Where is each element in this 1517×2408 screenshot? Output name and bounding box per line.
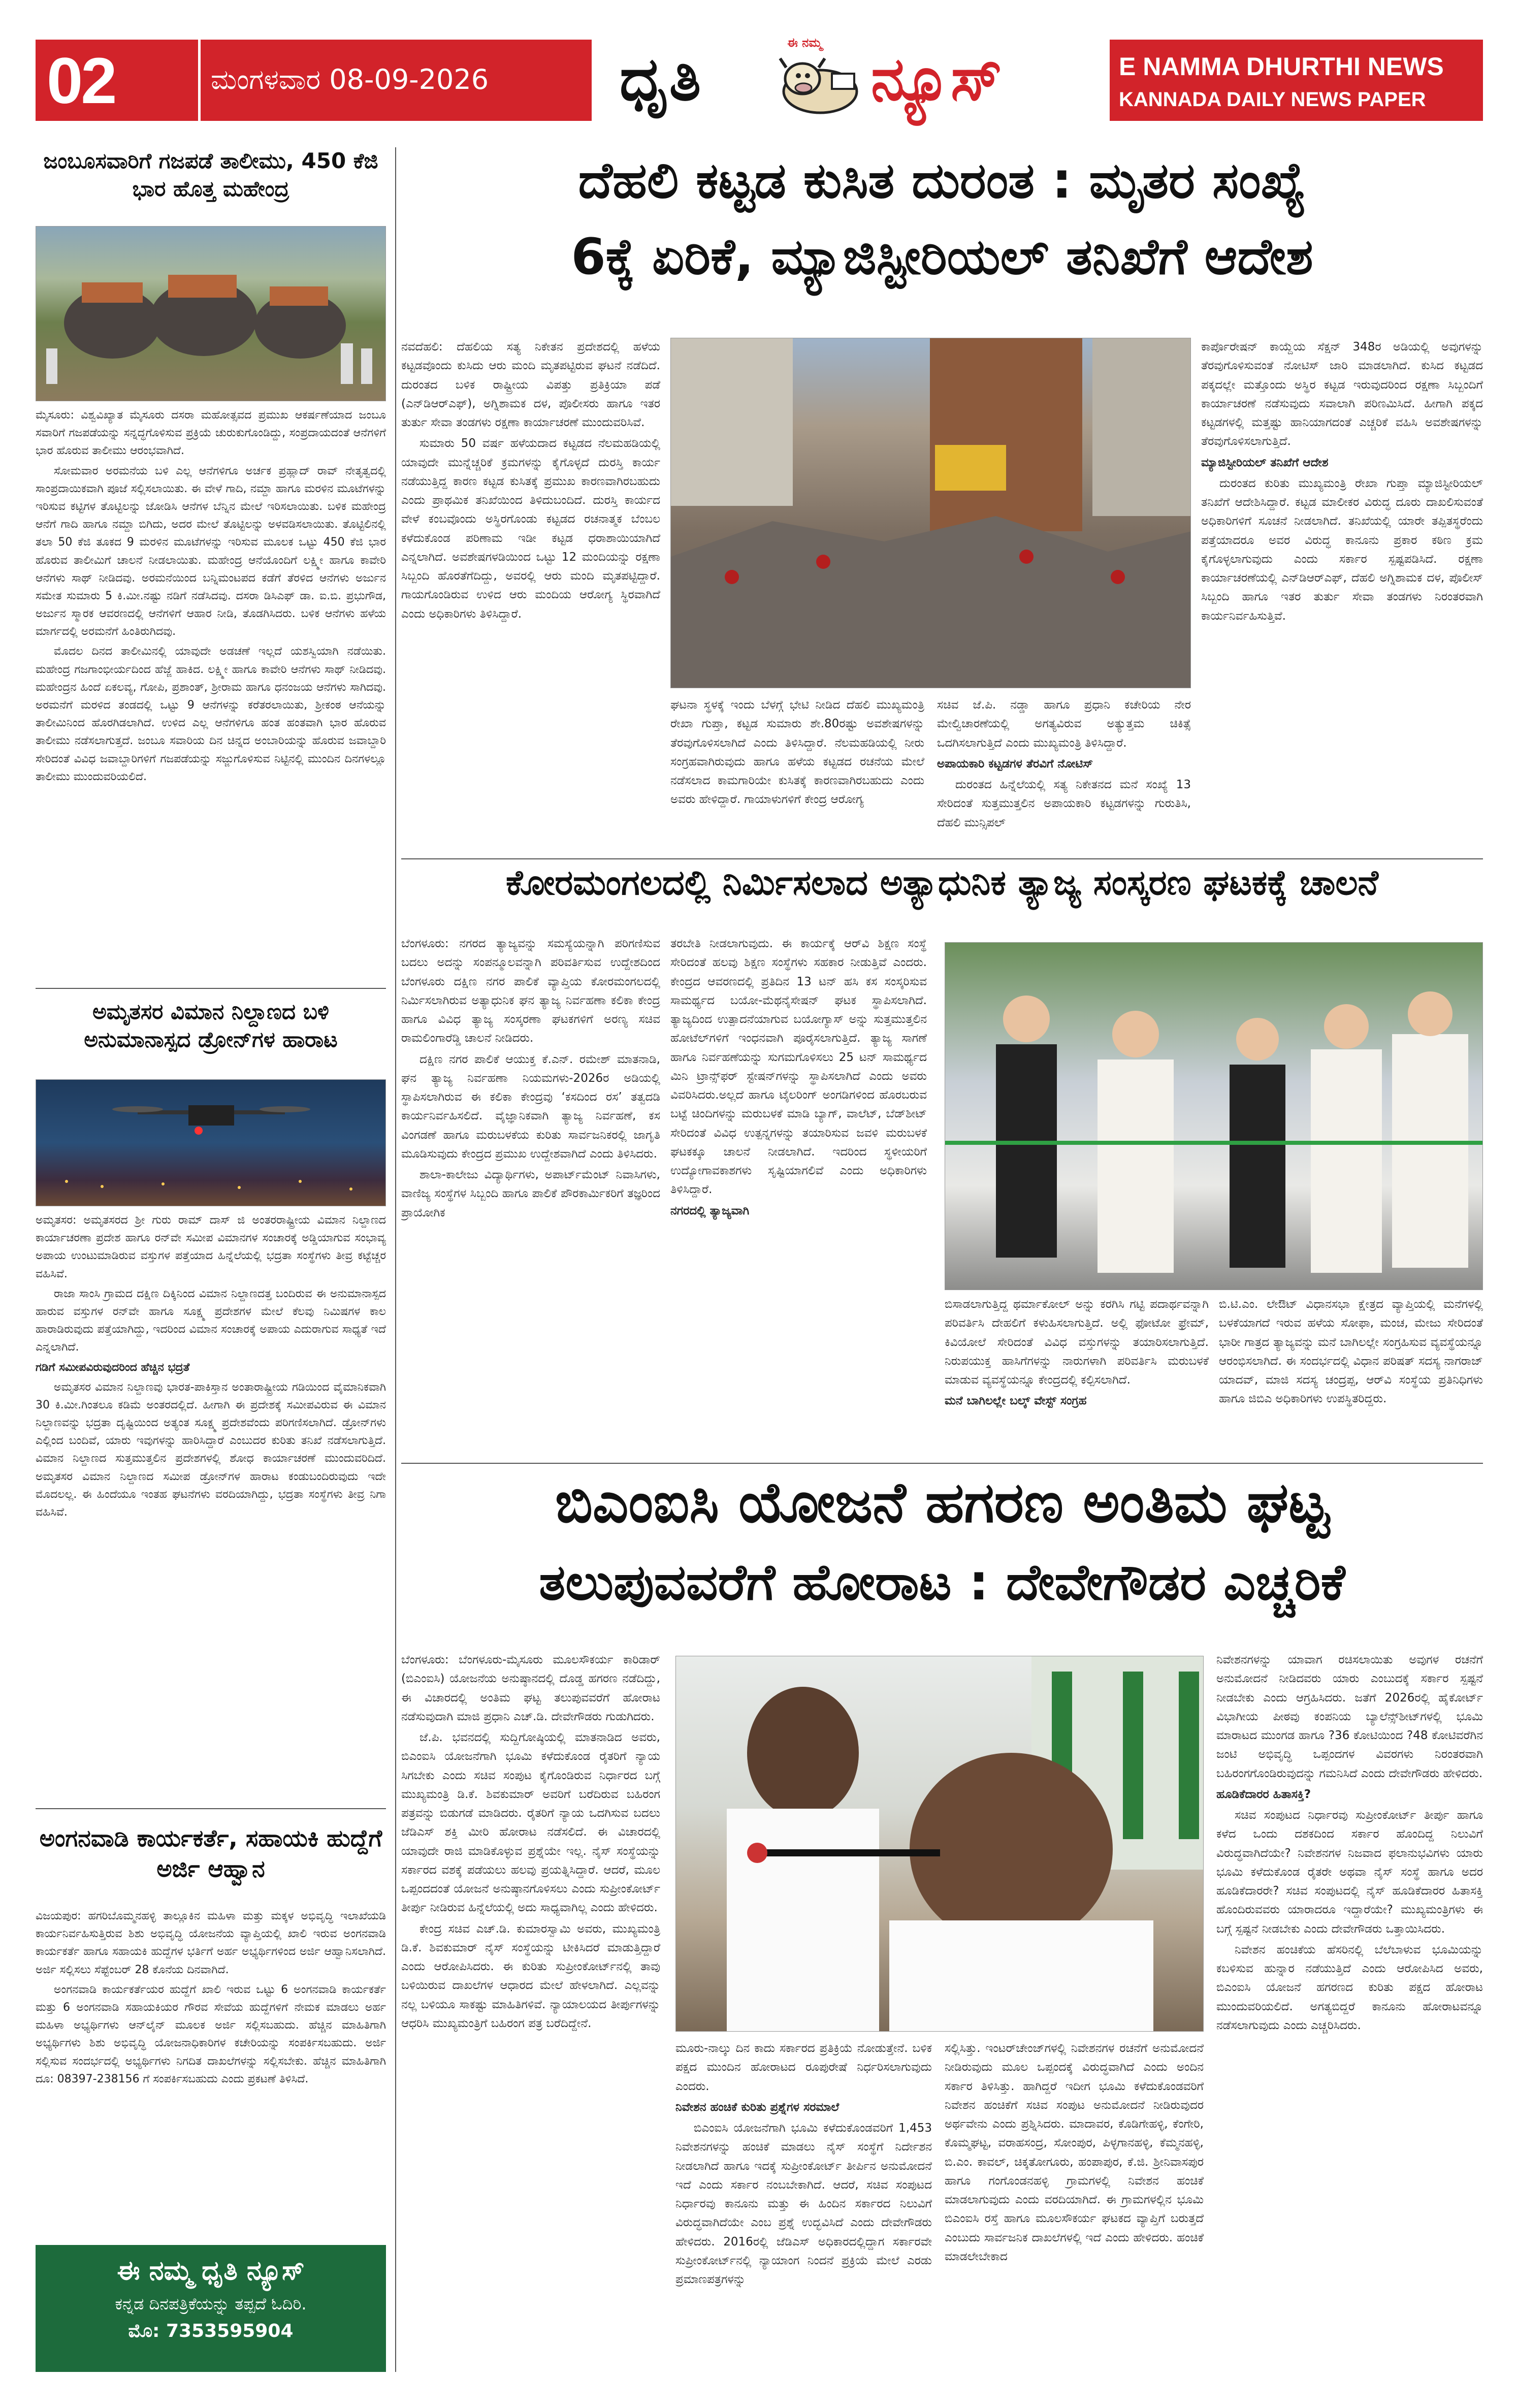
- paragraph: ಮೂರು-ನಾಲ್ಕು ದಿನ ಕಾದು ಸರ್ಕಾರದ ಪ್ರತಿಕ್ರಿಯೆ ನೋಡುತ್ತೇನೆ. ಬಳಿಕ ಪಕ್ಷದ ಮುಂದಿನ ಹೋರಾಟದ ರೂಪುರೇಷೆ ನಿರ್ಧರಿಸಲಾಗುವುದು ಎಂದರು.: [675, 2042, 932, 2093]
- paragraph: ಜೆ.ಪಿ. ಭವನದಲ್ಲಿ ಸುದ್ದಿಗೋಷ್ಠಿಯಲ್ಲಿ ಮಾತನಾಡಿದ ಅವರು, ಬಿಎಂಐಸಿ ಯೋಜನೆಗಾಗಿ ಭೂಮಿ ಕಳೆದುಕೊಂಡ ರೈತರಿಗೆ ನ್ಯಾಯ ಸಿಗಬೇಕು ಎಂದು ಸಚಿವ ಸಂಪುಟ ಕೈಗೊಂಡಿರುವ ನಿರ್ಧಾರದ ಬಗ್ಗೆ ಮುಖ್ಯಮಂತ್ರಿ ಡಿ.ಕೆ. ಶಿವಕುಮಾರ್ ಅವರಿಗೆ ಬರೆದಿರುವ ಬಹಿರಂಗ ಪತ್ರವನ್ನು ಬಿಡುಗಡೆ ಮಾಡಿದರು. ರೈತರಿಗೆ ನ್ಯಾಯ ಒದಗಿಸುವ ಬದಲು ಜೆಡಿಎಸ್ ಶಕ್ತಿ ಮೀರಿ ಹೋರಾಟ ನಡೆಸಲಿದೆ. ಈ ವಿಚಾರದಲ್ಲಿ ಯಾವುದೇ ರಾಜಿ ಮಾಡಿಕೊಳ್ಳುವ ಪ್ರಶ್ನೆಯೇ ಇಲ್ಲ. ನೈಸ್ ಸಂಸ್ಥೆಯನ್ನು ಸರ್ಕಾರದ ವಶಕ್ಕೆ ಪಡೆಯಲು ಹಲವು ಪ್ರಯತ್ನಿಸಿದ್ದಾರೆ. ಆದರೆ, ಮೂಲ ಒಪ್ಪಂದದಂತೆ ಯೋಜನೆ ಅನುಷ್ಠಾನಗೊಳಿಸಲು ಎಂದು ಸುಪ್ರೀಂಕೋರ್ಟ್ ತೀರ್ಪು ನೀಡಿರುವ ಹಿನ್ನೆಲೆಯಲ್ಲಿ ಅದು ಸಾಧ್ಯವಾಗಿಲ್ಲ ಎಂದು ಹೇಳಿದರು.: [401, 1731, 660, 1915]
- promo-title: ಈ ನಮ್ಮ ಧೃತಿ ನ್ಯೂಸ್: [117, 2256, 305, 2286]
- paragraph: ಅಂಗನವಾಡಿ ಕಾರ್ಯಕರ್ತೆಯರ ಹುದ್ದೆಗೆ ಖಾಲಿ ಇರುವ ಒಟ್ಟು 6 ಅಂಗನವಾಡಿ ಕಾರ್ಯಕರ್ತೆ ಮತ್ತು 6 ಅಂಗನವಾಡಿ ಸಹಾಯಕಿಯರ ಗೌರವ ಸೇವೆಯ ಹುದ್ದೆಗಳಿಗೆ ನೇಮಕ ಮಾಡಲು ಅರ್ಹ ಮಹಿಳಾ ಅಭ್ಯರ್ಥಿಗಳು ಆನ್‌ಲೈನ್ ಮೂಲಕ ಅರ್ಜಿ ಸಲ್ಲಿಸಬಹುದು. ಹೆಚ್ಚಿನ ಮಾಹಿತಿಗಾಗಿ ಅಭ್ಯರ್ಥಿಗಳು ಶಿಶು ಅಭಿವೃದ್ಧಿ ಯೋಜನಾಧಿಕಾರಿಗಳ ಕಚೇರಿಯನ್ನು ಸಂಪರ್ಕಿಸಬಹುದು. ಅರ್ಜಿ ಸಲ್ಲಿಸುವ ಸಂದರ್ಭದಲ್ಲಿ ಅಭ್ಯರ್ಥಿಗಳು ನಿಗದಿತ ದಾಖಲೆಗಳನ್ನು ಸಲ್ಲಿಸಬೇಕು. ಹೆಚ್ಚಿನ ಮಾಹಿತಿಗಾಗಿ ದೂ: 08397-238156 ಗೆ ಸಂಪರ್ಕಿಸಬಹುದು ಎಂದು ಪ್ರಕಟಣೆ ತಿಳಿಸಿದೆ.: [36, 1983, 386, 2085]
- promo-line: ಕನ್ನಡ ದಿನಪತ್ರಿಕೆಯನ್ನು ತಪ್ಪದೆ ಓದಿರಿ.: [115, 2294, 307, 2314]
- waste-col-3: [945, 1295, 1209, 1453]
- paragraph: ಸಚಿವ ಸಂಪುಟದ ನಿರ್ಧಾರವು ಸುಪ್ರೀಂಕೋರ್ಟ್ ತೀರ್ಪು ಹಾಗೂ ಕಳೆದ ಒಂದು ದಶಕದಿಂದ ಸರ್ಕಾರ ಹೊಂದಿದ್ದ ನಿಲುವಿಗೆ ವಿರುದ್ಧವಾಗಿದೆಯೇ? ನಿವೇಶನಗಳ ನಿಜವಾದ ಫಲಾನುಭವಿಗಳು ಯಾರು ಭೂಮಿ ಕಳೆದುಕೊಂಡ ರೈತರೇ ಅಥವಾ ನೈಸ್ ಸಂಸ್ಥೆ ಹಾಗೂ ಅದರ ಹೂಡಿಕೆದಾರರೇ? ಸಚಿವ ಸಂಪುಟದಲ್ಲಿ ನೈಸ್ ಹೂಡಿಕೆದಾರರ ಹಿತಾಸಕ್ತಿ ಹೊಂದಿರುವವರು ಯಾರಾದರೂ ಇದ್ದಾರೆಯೇ? ಮುಖ್ಯಮಂತ್ರಿಗಳು ಈ ಬಗ್ಗೆ ಸ್ಪಷ್ಟನೆ ನೀಡಬೇಕು ಎಂದು ದೇವೇಗೌಡರು ಒತ್ತಾಯಿಸಿದರು.: [1216, 1809, 1483, 1936]
- side-divider-1: [36, 988, 386, 989]
- paragraph: ನಿವೇಶನ ಹಂಚಿಕೆ ಕುರಿತು ಪ್ರಶ್ನೆಗಳ ಸರಮಾಲೆ: [675, 2100, 840, 2114]
- bmic-col-3: [945, 2039, 1204, 2372]
- paragraph: ಗಡಿಗೆ ಸಮೀಪವಿರುವುದರಿಂದ ಹೆಚ್ಚಿನ ಭದ್ರತೆ: [36, 1361, 190, 1374]
- waste-col2-text: [670, 935, 927, 1221]
- paragraph: ನಗರದಲ್ಲಿ ತ್ಯಾಜ್ಯವಾಗಿ: [670, 1204, 750, 1217]
- ribbon-cutting-icon: [945, 943, 1483, 1290]
- inauguration-photo: [945, 942, 1483, 1290]
- rubble-icon: [671, 338, 1191, 688]
- paragraph: ಸಚಿವ ಜೆ.ಪಿ. ನಡ್ಡಾ ಹಾಗೂ ಪ್ರಧಾನಿ ಕಚೇರಿಯ ನೇರ ಮೇಲ್ವಿಚಾರಣೆಯಲ್ಲಿ ಅಗತ್ಯವಿರುವ ಅತ್ಯುತ್ತಮ ಚಿಕಿತ್ಸೆ ಒದಗಿಸಲಾಗುತ್ತಿದೆ ಎಂದು ಮುಖ್ಯಮಂತ್ರಿ ತಿಳಿಸಿದ್ದಾರೆ.: [937, 698, 1191, 750]
- paragraph: ಅಮೃತಸರ ವಿಮಾನ ನಿಲ್ದಾಣವು ಭಾರತ-ಪಾಕಿಸ್ತಾನ ಅಂತಾರಾಷ್ಟ್ರೀಯ ಗಡಿಯಿಂದ ವೈಮಾನಿಕವಾಗಿ 30 ಕಿ.ಮೀ.ಗಿಂತಲೂ ಕಡಿಮೆ ಅಂತರದಲ್ಲಿದೆ. ಹೀಗಾಗಿ ಈ ಪ್ರದೇಶಕ್ಕೆ ಸಮೀಪವಿರುವ ಈ ವಿಮಾನ ನಿಲ್ದಾಣವನ್ನು ಭದ್ರತಾ ದೃಷ್ಟಿಯಿಂದ ಅತ್ಯಂತ ಸೂಕ್ಷ್ಮ ಪ್ರದೇಶವೆಂದು ಪರಿಗಣಿಸಲಾಗಿದೆ. ಡ್ರೋನ್‌ಗಳು ಎಲ್ಲಿಂದ ಬಂದಿವೆ, ಯಾರು ಇವುಗಳನ್ನು ಹಾರಿಸಿದ್ದಾರೆ ಎಂಬುದರ ಕುರಿತು ತನಿಖೆ ನಡೆಸಲಾಗುತ್ತಿದೆ. ವಿಮಾನ ನಿಲ್ದಾಣದ ಸುತ್ತಮುತ್ತಲಿನ ಪ್ರದೇಶಗಳಲ್ಲಿ ಶೋಧ ಕಾರ್ಯಾಚರಣೆ ಮುಂದುವರಿದಿದೆ. ಅಮೃತಸರ ವಿಮಾನ ನಿಲ್ದಾಣದ ಸಮೀಪ ಡ್ರೋನ್‌ಗಳ ಹಾರಾಟ ಕಂಡುಬಂದಿರುವುದು ಇದೇ ಮೊದಲಲ್ಲ. ಈ ಹಿಂದೆಯೂ ಇಂತಹ ಘಟನೆಗಳು ವರದಿಯಾಗಿದ್ದು, ಭದ್ರತಾ ಸಂಸ್ಥೆಗಳು ತೀವ್ರ ನಿಗಾ ವಹಿಸಿವೆ.: [36, 1380, 386, 1519]
- paragraph: ಮೈಸೂರು: ವಿಶ್ವವಿಖ್ಯಾತ ಮೈಸೂರು ದಸರಾ ಮಹೋತ್ಸವದ ಪ್ರಮುಖ ಆಕರ್ಷಣೆಯಾದ ಜಂಬೂ ಸವಾರಿಗೆ ಗಜಪಡೆಯನ್ನು ಸನ್ನದ್ಧಗೊಳಿಸುವ ಪ್ರಕ್ರಿಯೆ ಚುರುಕುಗೊಂಡಿದ್ದು, ಸಂಪ್ರದಾಯದಂತೆ ಆನೆಗಳಿಗೆ ಭಾರ ಹೊರುವ ತಾಲೀಮು ಆರಂಭವಾಗಿದೆ.: [36, 409, 386, 458]
- bmic-headline-2: ತಲುಪುವವರೆಗೆ ಹೋರಾಟ : ದೇವೇಗೌಡರ ಎಚ್ಚರಿಕೆ: [539, 1554, 1345, 1612]
- paragraph: ಮೊದಲ ದಿನದ ತಾಲೀಮಿನಲ್ಲಿ ಯಾವುದೇ ಅಡಚಣೆ ಇಲ್ಲದೆ ಯಶಸ್ವಿಯಾಗಿ ನಡೆಯಿತು. ಮಹೇಂದ್ರ ಗಜಗಾಂಭೀರ್ಯದಿಂದ ಹೆಜ್ಜೆ ಹಾಕಿದ. ಲಕ್ಷ್ಮೀ ಹಾಗೂ ಕಾವೇರಿ ಆನೆಗಳು ಸಾಥ್ ನೀಡಿದವು. ಮಹೇಂದ್ರನ ಹಿಂದೆ ಏಕಲವ್ಯ, ಗೋಪಿ, ಪ್ರಶಾಂತ್, ಶ್ರೀರಾಮ ಹಾಗೂ ಧನಂಜಯ ಆನೆಗಳು ಸಾಗಿದವು. ಅರಮನೆಗೆ ಮರಳಿದ ತಂಡದಲ್ಲಿ ಒಟ್ಟು 9 ಆನೆಗಳನ್ನು ಕರೆತರಲಾಯಿತು, ಶ್ರೀಕಂಠ ಆನೆಯನ್ನು ತಾಲೀಮಿನಿಂದ ಹೊರಗಿಡಲಾಗಿದೆ. ಉಳಿದ ಎಲ್ಲ ಆನೆಗಳಿಗೂ ಹಂತ ಹಂತವಾಗಿ ಭಾರ ಹೊರುವ ತಾಲೀಮು ನಡೆಸಲಾಗುತ್ತದೆ. ಜಂಬೂ ಸವಾರಿಯ ದಿನ ಚಿನ್ನದ ಅಂಬಾರಿಯನ್ನು ಹೊರುವ ಜವಾಬ್ದಾರಿ ಸೇರಿದಂತೆ ವಿವಿಧ ಜವಾಬ್ದಾರಿಗಳಿಗೆ ಗಜಪಡೆಯನ್ನು ಸಜ್ಜುಗೊಳಿಸುವ ನಿಟ್ಟಿನಲ್ಲಿ ಮುಂದಿನ ದಿನಗಳಲ್ಲೂ ತಾಲೀಮು ಮುಂದುವರಿಯಲಿದೆ.: [36, 645, 386, 783]
- logo-left: ಧೃತಿ: [620, 44, 701, 114]
- paragraph: ಬೆಂಗಳೂರು: ನಗರದ ತ್ಯಾಜ್ಯವನ್ನು ಸಮಸ್ಯೆಯನ್ನಾಗಿ ಪರಿಗಣಿಸುವ ಬದಲು ಅದನ್ನು ಸಂಪನ್ಮೂಲವನ್ನಾಗಿ ಪರಿವರ್ತಿಸುವ ಉದ್ದೇಶದಿಂದ ಬೆಂಗಳೂರು ದಕ್ಷಿಣ ನಗರ ಪಾಲಿಕೆ ವ್ಯಾಪ್ತಿಯ ಕೋರಮಂಗಲದಲ್ಲಿ ನಿರ್ಮಿಸಲಾಗಿರುವ ಅತ್ಯಾಧುನಿಕ ಘನ ತ್ಯಾಜ್ಯ ನಿರ್ವಹಣಾ ಕಲಿಕಾ ಕೇಂದ್ರ ಹಾಗೂ ವಿವಿಧ ತ್ಯಾಜ್ಯ ಸಂಸ್ಕರಣಾ ಘಟಕಗಳಿಗೆ ಅರಣ್ಯ ಸಚಿವ ರಾಮಲಿಂಗಾರೆಡ್ಡಿ ಚಾಲನೆ ನೀಡಿದರು.: [401, 937, 660, 1045]
- paragraph: ಕೇಂದ್ರ ಸಚಿವ ಎಚ್.ಡಿ. ಕುಮಾರಸ್ವಾಮಿ ಅವರು, ಮುಖ್ಯಮಂತ್ರಿ ಡಿ.ಕೆ. ಶಿವಕುಮಾರ್ ನೈಸ್ ಸಂಸ್ಥೆಯನ್ನು ಟೀಕಿಸಿದರೆ ಮಾಡುತ್ತಿದ್ದಾರೆ ಎಂದು ಆರೋಪಿಸಿದರು. ಈ ಕುರಿತು ಸುಪ್ರೀಂಕೋರ್ಟ್‌ನಲ್ಲಿ ತಾವು ಬಳಿಯಿರುವ ದಾಖಲೆಗಳ ಆಧಾರದ ಮೇಲೆ ಹೇಳಲಾಗಿದೆ. ಎಲ್ಲವನ್ನು ನಲ್ಲ ಬಳಿಯೂ ಸಾಕಷ್ಟು ಮಾಹಿತಿಗಳಿವೆ. ನ್ಯಾಯಾಲಯದ ತೀರ್ಪುಗಳನ್ನು ಆಧರಿಸಿ ಮುಖ್ಯಮಂತ್ರಿಗೆ ಬಹಿರಂಗ ಪತ್ರ ಬರೆದಿದ್ದೇನೆ.: [401, 1922, 660, 2030]
- paragraph: ನಿವೇಶನಗಳನ್ನು ಯಾವಾಗ ರಚಿಸಲಾಯಿತು ಅವುಗಳ ರಚನೆಗೆ ಅನುಮೋದನೆ ನೀಡಿದವರು ಯಾರು ಎಂಬುದಕ್ಕೆ ಸರ್ಕಾರ ಸ್ಪಷ್ಟನೆ ನೀಡಬೇಕು ಎಂದು ಆಗ್ರಹಿಸಿದರು. ಜತೆಗೆ 2026ರಲ್ಲಿ ಹೈಕೋರ್ಟ್ ವಿಭಾಗೀಯ ಪೀಠವು ಕಂಪನಿಯ ಬ್ಯಾಲೆನ್ಸ್‌ಶೀಟ್‌ಗಳಲ್ಲಿ ಭೂಮಿ ಮಾರಾಟದ ಮುಂಗಡ ಹಾಗೂ ?36 ಕೋಟಿಯಿಂದ ?48 ಕೋಟಿವರೆಗಿನ ಜಂಟಿ ಅಭಿವೃದ್ಧಿ ಒಪ್ಪಂದಗಳ ವಿವರಗಳು ನಿರಂತರವಾಗಿ ಬಹಿರಂಗಗೊಂಡಿರುವುದನ್ನು ಗಮನಿಸಿದೆ ಎಂದು ದೇವೇಗೌಡರು ಹೇಳಿದರು.: [1216, 1653, 1483, 1780]
- cow-mascot-icon: [772, 43, 868, 119]
- paragraph: ರಾಜಾ ಸಾಂಸಿ ಗ್ರಾಮದ ದಕ್ಷಿಣ ದಿಕ್ಕಿನಿಂದ ವಿಮಾನ ನಿಲ್ದಾಣದತ್ತ ಬಂದಿರುವ ಈ ಅನುಮಾನಾಸ್ಪದ ಹಾರುವ ವಸ್ತುಗಳ ರನ್‌ವೇ ಹಾಗೂ ಸೂಕ್ಷ್ಮ ಪ್ರದೇಶಗಳ ಮೇಲೆ ಕೆಲವು ನಿಮಿಷಗಳ ಕಾಲ ಹಾರಾಡಿರುವುದು ಪತ್ತೆಯಾಗಿದ್ದು, ಇದರಿಂದ ವಿಮಾನ ಸಂಚಾರಕ್ಕೆ ಅಪಾಯ ಎದುರಾಗುವ ಸಾಧ್ಯತೆ ಇದೆ ಎನ್ನಲಾಗಿದೆ.: [36, 1287, 386, 1354]
- elephants-photo: [36, 226, 386, 401]
- lead-col1-text: [401, 338, 660, 624]
- paragraph: ವಿಜಯಪುರ: ಹಗರಿಬೊಮ್ಮನಹಳ್ಳಿ ತಾಲ್ಲೂಕಿನ ಮಹಿಳಾ ಮತ್ತು ಮಕ್ಕಳ ಅಭಿವೃದ್ಧಿ ಇಲಾಖೆಯಡಿ ಕಾರ್ಯನಿರ್ವಹಿಸುತ್ತಿರುವ ಶಿಶು ಅಭಿವೃದ್ಧಿ ಯೋಜನೆಯ ವ್ಯಾಪ್ತಿಯಲ್ಲಿ ಖಾಲಿ ಇರುವ ಅಂಗನವಾಡಿ ಕಾರ್ಯಕರ್ತೆ ಹಾಗೂ ಸಹಾಯಕಿ ಹುದ್ದೆಗಳ ಭರ್ತಿಗೆ ಅರ್ಹ ಅಭ್ಯರ್ಥಿಗಳಿಂದ ಅರ್ಜಿ ಆಹ್ವಾನಿಸಲಾಗಿದೆ. ಅರ್ಜಿ ಸಲ್ಲಿಸಲು ಸೆಪ್ಟೆಂಬರ್ 28 ಕೊನೆಯ ದಿನವಾಗಿದೆ.: [36, 1910, 386, 1976]
- side-story2-body: [36, 1211, 386, 1801]
- logo-small: ಈ ನಮ್ಮ: [787, 36, 822, 50]
- paragraph: ಸುಮಾರು 50 ವರ್ಷ ಹಳೆಯದಾದ ಕಟ್ಟಡದ ನೆಲಮಹಡಿಯಲ್ಲಿ ಯಾವುದೇ ಮುನ್ನೆಚ್ಚರಿಕೆ ಕ್ರಮಗಳನ್ನು ಕೈಗೊಳ್ಳದೆ ದುರಸ್ತಿ ಕಾರ್ಯ ನಡೆಯುತ್ತಿದ್ದ ಕಾರಣ ಕಟ್ಟಡ ಕುಸಿತಕ್ಕೆ ಪ್ರಮುಖ ಕಾರಣವಾಗಿರಬಹುದು ಎಂದು ಪ್ರಾಥಮಿಕ ತನಿಖೆಯಿಂದ ತಿಳಿದುಬಂದಿದೆ. ದುರಸ್ತಿ ಕಾರ್ಯದ ವೇಳೆ ಕಂಬವೊಂದು ಅಸ್ಥಿರಗೊಂಡು ಕಟ್ಟಡದ ರಚನಾತ್ಮಕ ಬೆಂಬಲ ಕಳೆದುಕೊಂಡ ಪರಿಣಾಮ ಇಡೀ ಕಟ್ಟಡ ಧರಾಶಾಯಿಯಾಗಿದೆ ಎನ್ನಲಾಗಿದೆ. ಅವಶೇಷಗಳಡಿಯಿಂದ ಒಟ್ಟು 12 ಮಂದಿಯನ್ನು ರಕ್ಷಣಾ ಸಿಬ್ಬಂದಿ ಹೊರತೆಗೆದಿದ್ದು, ಅವರಲ್ಲಿ ಆರು ಮಂದಿ ಮೃತಪಟ್ಟಿದ್ದಾರೆ. ಗಾಯಗೊಂಡಿರುವ ಉಳಿದ ಆರು ಮಂದಿಯ ಆರೋಗ್ಯ ಸ್ಥಿರವಾಗಿದೆ ಎಂದು ಅಧಿಕಾರಿಗಳು ತಿಳಿಸಿದ್ದಾರೆ.: [401, 437, 660, 621]
- paragraph: ನಿವೇಶನ ಹಂಚಿಕೆಯ ಹೆಸರಿನಲ್ಲಿ ಬೆಲೆಬಾಳುವ ಭೂಮಿಯನ್ನು ಕಬಳಿಸುವ ಹುನ್ನಾರ ನಡೆಯುತ್ತಿದೆ ಎಂದು ಆರೋಪಿಸಿದ ಅವರು, ಬಿಎಂಐಸಿ ಯೋಜನೆ ಹಗರಣದ ಕುರಿತು ಪಕ್ಷದ ಹೋರಾಟ ಮುಂದುವರಿಯಲಿದೆ. ಅಗತ್ಯಬಿದ್ದರೆ ಕಾನೂನು ಹೋರಾಟವನ್ನೂ ನಡೆಸಲಾಗುವುದು ಎಂದು ಎಚ್ಚರಿಸಿದರು.: [1216, 1943, 1483, 2032]
- bmic-headline-1: ಬಿಎಂಐಸಿ ಯೋಜನೆ ಹಗರಣ ಅಂತಿಮ ಘಟ್ಟ: [555, 1470, 1330, 1535]
- side-divider-2: [36, 1808, 386, 1809]
- devegowda-photo: [675, 1656, 1204, 2032]
- bmic-col1-text: [401, 1651, 660, 2033]
- date-box: [201, 40, 592, 121]
- english-tagline: KANNADA DAILY NEWS PAPER: [1119, 88, 1426, 111]
- paragraph: ಬಿಸಾಡಲಾಗುತ್ತಿದ್ದ ಥರ್ಮಾಕೋಲ್ ಅನ್ನು ಕರಗಿಸಿ ಗಟ್ಟಿ ಪದಾರ್ಥವನ್ನಾಗಿ ಪರಿವರ್ತಿಸಿ ದೇಹಲಿಗೆ ಕಳುಹಿಸಲಾಗುತ್ತಿದೆ. ಅಲ್ಲಿ ಫೋಟೋ ಫ್ರೇಮ್, ಕಿವಿಯೋಲೆ ಸೇರಿದಂತೆ ವಿವಿಧ ವಸ್ತುಗಳನ್ನು ತಯಾರಿಸಲಾಗುತ್ತಿದೆ. ನಿರುಪಯುಕ್ತ ಹಾಸಿಗೆಗಳನ್ನು ನಾರುಗಳಾಗಿ ಪರಿವರ್ತಿಸಿ ಮರುಬಳಕೆ ಮಾಡುವ ವ್ಯವಸ್ಥೆಯನ್ನೂ ಕೇಂದ್ರದಲ್ಲಿ ಕಲ್ಪಿಸಲಾಗಿದೆ.: [945, 1298, 1209, 1387]
- paragraph: ನವದೆಹಲಿ: ದೆಹಲಿಯ ಸತ್ಯ ನಿಕೇತನ ಪ್ರದೇಶದಲ್ಲಿ ಹಳೆಯ ಕಟ್ಟಡವೊಂದು ಕುಸಿದು ಆರು ಮಂದಿ ಮೃತಪಟ್ಟಿರುವ ಘಟನೆ ನಡೆದಿದೆ. ದುರಂತದ ಬಳಿಕ ರಾಷ್ಟ್ರೀಯ ವಿಪತ್ತು ಪ್ರತಿಕ್ರಿಯಾ ಪಡೆ (ಎನ್‌ಡಿಆರ್‌ಎಫ್), ಅಗ್ನಿಶಾಮಕ ದಳ, ಪೊಲೀಸರು ಹಾಗೂ ಇತರ ತುರ್ತು ಸೇವಾ ತಂಡಗಳು ರಕ್ಷಣಾ ಕಾರ್ಯಾಚರಣೆ ಮುಂದುವರಿಸಿವೆ.: [401, 340, 660, 429]
- side-story2-headline: ಅಮೃತಸರ ವಿಮಾನ ನಿಲ್ದಾಣದ ಬಳಿ ಅನುಮಾನಾಸ್ಪದ ಡ್ರೋನ್‌ಗಳ ಹಾರಾಟ: [84, 999, 338, 1052]
- paragraph: ಮನೆ ಬಾಗಿಲಲ್ಲೇ ಬಲ್ಕ್ ವೇಸ್ಟ್ ಸಂಗ್ರಹ: [945, 1394, 1087, 1408]
- date-line: ಮಂಗಳವಾರ 08-09-2026: [211, 63, 489, 95]
- paragraph: ಹೂಡಿಕೆದಾರರ ಹಿತಾಸಕ್ತಿ?: [1216, 1787, 1311, 1801]
- waste-col1-text: [401, 935, 660, 1223]
- bmic-col3-text: ಸಲ್ಲಿಸಿತ್ತು. ಇಂಟರ್‌ಚೇಂಜ್‌ಗಳಲ್ಲಿ ನಿವೇಶನಗಳ ರಚನೆಗೆ ಅನುಮೋದನೆ ನೀಡಿರುವುದು ಮೂಲ ಒಪ್ಪಂದಕ್ಕೆ ವಿರುದ್ಧವಾಗಿದೆ ಎಂದು ಅಂದಿನ ಸರ್ಕಾರ ತಿಳಿಸಿತ್ತು. ಹಾಗಿದ್ದರೆ ಇದೀಗ ಭೂಮಿ ಕಳೆದುಕೊಂಡವರಿಗೆ ನಿವೇಶನ ಹಂಚಿಕೆಗೆ ಸಚಿವ ಸಂಪುಟ ಅನುಮೋದನೆ ನೀಡಿರುವುದರ ಅರ್ಥವೇನು ಎಂದು ಪ್ರಶ್ನಿಸಿದರು. ಮಾದಾವರ, ಕೊಡಿಗೇಹಳ್ಳಿ, ಕೆಂಗೇರಿ, ಕೊಮ್ಮಘಟ್ಟ, ವರಾಹಸಂದ್ರ, ಸೋಂಪುರ, ಪಿಳ್ಳಗಾನಹಳ್ಳಿ, ಕೆಮ್ಮನಹಳ್ಳಿ, ಬಿ.ಎಂ. ಕಾವಲ್, ಚಿಕ್ಕತೋಗೂರು, ಹಂಪಾಪುರ, ಕೆ.ಜಿ. ಶ್ರೀನಿವಾಸಪುರ ಹಾಗೂ ಗಂಗೊಂಡನಹಳ್ಳಿ ಗ್ರಾಮಗಳಲ್ಲಿ ನಿವೇಶನ ಹಂಚಿಕೆ ಮಾಡಲಾಗುವುದು ಎಂದು ವರದಿಯಾಗಿದೆ. ಈ ಗ್ರಾಮಗಳಲ್ಲಿನ ಭೂಮಿ ಬಿಎಂಐಸಿ ರಸ್ತೆ ಹಾಗೂ ಮೂಲಸೌಕರ್ಯ ಘಟಕದ ವ್ಯಾಪ್ತಿಗೆ ಬರುತ್ತದೆ ಎಂಬುದು ಸಾರ್ವಜನಿಕ ದಾಖಲೆಗಳಲ್ಲಿ ಇದೆ ಎಂದು ಹೇಳಿದರು. ಹಂಚಿಕೆ ಮಾಡಲೇಬೇಕಾದ: [945, 2042, 1204, 2263]
- lead-col-3: [937, 696, 1191, 851]
- promo-box: [36, 2245, 386, 2372]
- logo-right: ನ್ಯೂಸ್: [871, 44, 1003, 114]
- waste-col3-text: [945, 1295, 1209, 1411]
- paragraph: ಕಾರ್ಪೊರೇಷನ್ ಕಾಯ್ದೆಯ ಸೆಕ್ಷನ್ 348ರ ಅಡಿಯಲ್ಲಿ ಅವುಗಳನ್ನು ತೆರವುಗೊಳಿಸುವಂತೆ ನೋಟಿಸ್ ಜಾರಿ ಮಾಡಲಾಗಿದೆ. ಕುಸಿದ ಕಟ್ಟಡದ ಪಕ್ಕದಲ್ಲೇ ಮತ್ತೊಂದು ಅಸ್ಥಿರ ಕಟ್ಟಡ ಇರುವುದರಿಂದ ರಕ್ಷಣಾ ಸಿಬ್ಬಂದಿಗೆ ಕಾರ್ಯಾಚರಣೆ ನಡೆಸುವುದು ಸವಾಲಾಗಿ ಪರಿಣಮಿಸಿದೆ. ಹೀಗಾಗಿ ಪಕ್ಕದ ಕಟ್ಟಡಗಳಲ್ಲಿ ಮತ್ತಷ್ಟು ಹಾನಿಯಾಗದಂತೆ ಎಚ್ಚರಿಕೆ ವಹಿಸಿ ಅವಶೇಷಗಳನ್ನು ತೆರವುಗೊಳಿಸಲಾಗುತ್ತಿದೆ.: [1201, 340, 1483, 448]
- bmic-col2-text: [675, 2039, 932, 2289]
- waste-headline: ಕೋರಮಂಗಲದಲ್ಲಿ ನಿರ್ಮಿಸಲಾದ ಅತ್ಯಾಧುನಿಕ ತ್ಯಾಜ್ಯ ಸಂಸ್ಕರಣ ಘಟಕಕ್ಕೆ ಚಾಲನೆ: [505, 863, 1378, 903]
- paragraph: ದಕ್ಷಿಣ ನಗರ ಪಾಲಿಕೆ ಆಯುಕ್ತ ಕೆ.ಎನ್. ರಮೇಶ್ ಮಾತನಾಡಿ, ಘನ ತ್ಯಾಜ್ಯ ನಿರ್ವಹಣಾ ನಿಯಮಗಳು-2026ರ ಅಡಿಯಲ್ಲಿ ಸ್ಥಾಪಿಸಲಾಗಿರುವ ಈ ಕಲಿಕಾ ಕೇಂದ್ರವು ‘ಕಸದಿಂದ ರಸ’ ತತ್ವದಡಿ ಕಾರ್ಯನಿರ್ವಹಿಸಲಿದೆ. ವೈಜ್ಞಾನಿಕವಾಗಿ ತ್ಯಾಜ್ಯ ನಿರ್ವಹಣೆ, ಕಸ ವಿಂಗಡಣೆ ಹಾಗೂ ಮರುಬಳಕೆಯ ಕುರಿತು ಸಾರ್ವಜನಿಕರಲ್ಲಿ ಜಾಗೃತಿ ಮೂಡಿಸುವುದು ಕೇಂದ್ರದ ಪ್ರಮುಖ ಉದ್ದೇಶವಾಗಿದೆ ಎಂದು ತಿಳಿಸಿದರು.: [401, 1052, 660, 1161]
- side-story1-body: [36, 406, 386, 980]
- lead-col4-text: [1201, 338, 1483, 626]
- bmic-col-4: [1216, 1651, 1483, 2372]
- paragraph: ತರಬೇತಿ ನೀಡಲಾಗುವುದು. ಈ ಕಾರ್ಯಕ್ಕೆ ಆರ್‌ವಿ ಶಿಕ್ಷಣ ಸಂಸ್ಥೆ ಸೇರಿದಂತೆ ಹಲವು ಶಿಕ್ಷಣ ಸಂಸ್ಥೆಗಳು ಸಹಕಾರ ನೀಡುತ್ತಿವೆ ಎಂದರು. ಕೇಂದ್ರದ ಆವರಣದಲ್ಲಿ ಪ್ರತಿದಿನ 13 ಟನ್ ಹಸಿ ಕಸ ಸಂಸ್ಕರಿಸುವ ಸಾಮರ್ಥ್ಯದ ಬಯೋ-ಮೆಥನೈಸೇಷನ್ ಘಟಕ ಸ್ಥಾಪಿಸಲಾಗಿದೆ. ತ್ಯಾಜ್ಯದಿಂದ ಉತ್ಪಾದನೆಯಾಗುವ ಬಯೋಗ್ಯಾಸ್ ಅನ್ನು ಸುತ್ತಮುತ್ತಲಿನ ಹೋಟೆಲ್‌ಗಳಿಗೆ ಇಂಧನವಾಗಿ ಪೂರೈಸಲಾಗುತ್ತಿದೆ. ತ್ಯಾಜ್ಯ ಸಾಗಣೆ ಹಾಗೂ ನಿರ್ವಹಣೆಯನ್ನು ಸುಗಮಗೊಳಿಸಲು 25 ಟನ್ ಸಾಮರ್ಥ್ಯದ ಮಿನಿ ಟ್ರಾನ್ಸ್‌ಫರ್ ಸ್ಟೇಷನ್‌ಗಳನ್ನು ಸ್ಥಾಪಿಸಲಾಗಿದೆ ಎಂದು ಅವರು ವಿವರಿಸಿದರು.ಅಲ್ಲದೆ ಹಾಗೂ ಟೈಲರಿಂಗ್ ಅಂಗಡಿಗಳಿಂದ ಹೊರಬರುವ ಬಟ್ಟೆ ಚಿಂದಿಗಳನ್ನು ಮರುಬಳಕೆ ಮಾಡಿ ಬ್ಯಾಗ್, ವಾಲೆಟ್, ಬೆಡ್‌ಶೀಟ್ ಸೇರಿದಂತೆ ವಿವಿಧ ಉತ್ಪನ್ನಗಳನ್ನು ತಯಾರಿಸುವ ಜವಳಿ ಮರುಬಳಕೆ ಘಟಕಕ್ಕೂ ಚಾಲನೆ ನೀಡಲಾಗಿದೆ. ಇದರಿಂದ ಸ್ಥಳೀಯರಿಗೆ ಉದ್ಯೋಗಾವಕಾಶಗಳು ಸೃಷ್ಟಿಯಾಗಲಿವೆ ಎಂದು ಅಧಿಕಾರಿಗಳು ತಿಳಿಸಿದ್ದಾರೆ.: [670, 937, 927, 1197]
- english-name: E NAMMA DHURTHI NEWS: [1119, 52, 1444, 81]
- lead-headline-1: ದೆಹಲಿ ಕಟ್ಟಡ ಕುಸಿತ ದುರಂತ : ಮೃತರ ಸಂಖ್ಯೆ: [578, 152, 1306, 210]
- waste-col-1: [401, 935, 660, 1453]
- side-story3-headline: ಅಂಗನವಾಡಿ ಕಾರ್ಯಕರ್ತೆ, ಸಹಾಯಕಿ ಹುದ್ದೆಗೆ ಅರ್ಜಿ ಆಹ್ವಾನ: [39, 1824, 382, 1882]
- collapse-photo: [670, 338, 1191, 688]
- bmic-col-2: [675, 2039, 932, 2372]
- sidebar-vertical-rule: [395, 147, 396, 2372]
- paragraph: ಮ್ಯಾಜಿಸ್ಟೀರಿಯಲ್ ತನಿಖೆಗೆ ಆದೇಶ: [1201, 456, 1329, 469]
- page-number: 02: [47, 45, 115, 117]
- lead-col-2: [670, 696, 924, 851]
- waste-col-2: [670, 935, 927, 1453]
- lead-col3-text: [937, 696, 1191, 832]
- lead-headline-2: 6ಕ್ಕೆ ಏರಿಕೆ, ಮ್ಯಾಜಿಸ್ಟೀರಿಯಲ್ ತನಿಖೆಗೆ ಆದೇಶ: [571, 228, 1313, 286]
- bmic-col4-text: [1216, 1651, 1483, 2035]
- paragraph: ಅಪಾಯಕಾರಿ ಕಟ್ಟಡಗಳ ತೆರವಿಗೆ ನೋಟಿಸ್: [937, 757, 1093, 770]
- side-story1-headline: ಜಂಬೂಸವಾರಿಗೆ ಗಜಪಡೆ ತಾಲೀಮು, 450 ಕೆಜಿ ಭಾರ ಹೊತ್ತ ಮಹೇಂದ್ರ: [43, 148, 378, 201]
- paragraph: ಬಿಎಂಐಸಿ ಯೋಜನೆಗಾಗಿ ಭೂಮಿ ಕಳೆದುಕೊಂಡವರಿಗೆ 1,453 ನಿವೇಶನಗಳನ್ನು ಹಂಚಿಕೆ ಮಾಡಲು ನೈಸ್ ಸಂಸ್ಥೆಗೆ ನಿರ್ದೇಶನ ನೀಡಲಾಗಿದೆ ಹಾಗೂ ಇದಕ್ಕೆ ಸುಪ್ರೀಂಕೋರ್ಟ್ ತೀರ್ಪಿನ ಅನುಮೋದನೆ ಇದೆ ಎಂದು ಸರ್ಕಾರ ನಂಬಬೇಕಾಗಿದೆ. ಆದರೆ, ಸಚಿವ ಸಂಪುಟದ ನಿರ್ಧಾರವು ಕಾನೂನು ಮತ್ತು ಈ ಹಿಂದಿನ ಸರ್ಕಾರದ ನಿಲುವಿಗೆ ವಿರುದ್ಧವಾಗಿದೆಯೇ ಎಂಬ ಪ್ರಶ್ನೆ ಉದ್ಭವಿಸಿದೆ ಎಂದು ದೇವೇಗೌಡರು ಹೇಳಿದರು. 2016ರಲ್ಲಿ ಜೆಡಿಎಸ್ ಅಧಿಕಾರದಲ್ಲಿದ್ದಾಗ ಸರ್ಕಾರವೇ ಸುಪ್ರೀಂಕೋರ್ಟ್‌ನಲ್ಲಿ ನ್ಯಾಯಾಂಗ ನಿಂದನೆ ಪ್ರಕ್ರಿಯೆ ಮೇಲೆ ಎರಡು ಪ್ರಮಾಣಪತ್ರಗಳನ್ನು: [675, 2122, 932, 2286]
- paragraph: ದುರಂತದ ಕುರಿತು ಮುಖ್ಯಮಂತ್ರಿ ರೇಖಾ ಗುಪ್ತಾ ಮ್ಯಾಜಿಸ್ಟೀರಿಯಲ್ ತನಿಖೆಗೆ ಆದೇಶಿಸಿದ್ದಾರೆ. ಕಟ್ಟಡ ಮಾಲೀಕರ ವಿರುದ್ಧ ದೂರು ದಾಖಲಿಸುವಂತೆ ಅಧಿಕಾರಿಗಳಿಗೆ ಸೂಚನೆ ನೀಡಲಾಗಿದೆ. ತನಿಖೆಯಲ್ಲಿ ಯಾರೇ ತಪ್ಪಿತಸ್ಥರೆಂದು ಪತ್ತೆಯಾದರೂ ಅವರ ವಿರುದ್ಧ ಕಾನೂನು ಪ್ರಕಾರ ಕಠಿಣ ಕ್ರಮ ಕೈಗೊಳ್ಳಲಾಗುವುದು ಎಂದು ಸರ್ಕಾರ ಸ್ಪಷ್ಟಪಡಿಸಿದೆ. ರಕ್ಷಣಾ ಕಾರ್ಯಾಚರಣೆಯಲ್ಲಿ ಎನ್‌ಡಿಆರ್‌ಎಫ್, ದೆಹಲಿ ಅಗ್ನಿಶಾಮಕ ದಳ, ಪೊಲೀಸ್ ಸಿಬ್ಬಂದಿ ಹಾಗೂ ಇತರ ತುರ್ತು ಸೇವಾ ತಂಡಗಳು ನಿರಂತರವಾಗಿ ಕಾರ್ಯನಿರ್ವಹಿಸುತ್ತಿವೆ.: [1201, 476, 1483, 623]
- elephant-icon: [36, 227, 386, 401]
- lead-col-4: [1201, 338, 1483, 851]
- paragraph: ಬೆಂಗಳೂರು: ಬೆಂಗಳೂರು-ಮೈಸೂರು ಮೂಲಸೌಕರ್ಯ ಕಾರಿಡಾರ್ (ಬಿಎಂಐಸಿ) ಯೋಜನೆಯ ಅನುಷ್ಠಾನದಲ್ಲಿ ದೊಡ್ಡ ಹಗರಣ ನಡೆದಿದ್ದು, ಈ ವಿಚಾರದಲ್ಲಿ ಅಂತಿಮ ಘಟ್ಟ ತಲುಪುವವರೆಗೆ ಹೋರಾಟ ನಡೆಸುವುದಾಗಿ ಮಾಜಿ ಪ್ರಧಾನಿ ಎಚ್.ಡಿ. ದೇವೇಗೌಡರು ಗುಡುಗಿದರು.: [401, 1653, 660, 1723]
- paragraph: ಅಮೃತಸರ: ಅಮೃತಸರದ ಶ್ರೀ ಗುರು ರಾಮ್ ದಾಸ್ ಜಿ ಅಂತರರಾಷ್ಟ್ರೀಯ ವಿಮಾನ ನಿಲ್ದಾಣದ ಕಾರ್ಯಾಚರಣಾ ಪ್ರದೇಶ ಹಾಗೂ ರನ್‌ವೇ ಸಮೀಪ ವಿಮಾನಗಳ ಸಂಚಾರಕ್ಕೆ ಅಡ್ಡಿಯಾಗುವ ಸಂಭಾವ್ಯ ಅಪಾಯ ಉಂಟುಮಾಡಿರುವ ವಸ್ತುಗಳ ಪತ್ತೆಯಾದ ಹಿನ್ನೆಲೆಯಲ್ಲಿ ಭದ್ರತಾ ಸಂಸ್ಥೆಗಳು ತೀವ್ರ ಕಟ್ಟೆಚ್ಚರ ವಹಿಸಿವೆ.: [36, 1214, 386, 1280]
- press-meet-icon: [676, 1656, 1204, 2032]
- lead-col2-text: ಘಟನಾ ಸ್ಥಳಕ್ಕೆ ಇಂದು ಬೆಳಗ್ಗೆ ಭೇಟಿ ನೀಡಿದ ದೆಹಲಿ ಮುಖ್ಯಮಂತ್ರಿ ರೇಖಾ ಗುಪ್ತಾ, ಕಟ್ಟಡ ಸುಮಾರು ಶೇ.80ರಷ್ಟು ಅವಶೇಷಗಳನ್ನು ತೆರವುಗೊಳಿಸಲಾಗಿದೆ ಎಂದು ತಿಳಿಸಿದ್ದಾರೆ. ನೆಲಮಹಡಿಯಲ್ಲಿ ನೀರು ಸಂಗ್ರಹವಾಗಿರುವುದು ಹಾಗೂ ಹಳೆಯ ಕಟ್ಟಡದ ರಚನೆಯ ಮೇಲೆ ನಡೆಸಲಾದ ಕಾಮಗಾರಿಯೇ ಕುಸಿತಕ್ಕೆ ಕಾರಣವಾಗಿರಬಹುದು ಎಂದು ಅವರು ಹೇಳಿದ್ದಾರೆ. ಗಾಯಾಳುಗಳಿಗೆ ಕೇಂದ್ರ ಆರೋಗ್ಯ: [670, 698, 924, 807]
- paragraph: ಶಾಲಾ-ಕಾಲೇಜು ವಿದ್ಯಾರ್ಥಿಗಳು, ಅಪಾರ್ಟ್‌ಮೆಂಟ್ ನಿವಾಸಿಗಳು, ವಾಣಿಜ್ಯ ಸಂಸ್ಥೆಗಳ ಸಿಬ್ಬಂದಿ ಹಾಗೂ ಪಾಲಿಕೆ ಪೌರಕಾರ್ಮಿಕರಿಗೆ ತಜ್ಞರಿಂದ ಪ್ರಾಯೋಗಿಕ: [401, 1168, 660, 1219]
- lead-divider: [401, 858, 1483, 859]
- waste-divider: [401, 1463, 1483, 1464]
- waste-col4-text: ಬಿ.ಟಿ.ಎಂ. ಲೇಔಟ್ ವಿಧಾನಸಭಾ ಕ್ಷೇತ್ರದ ವ್ಯಾಪ್ತಿಯಲ್ಲಿ ಮನೆಗಳಲ್ಲಿ ಬಳಕೆಯಾಗದೆ ಇರುವ ಹಳೆಯ ಸೋಫಾ, ಮಂಚ, ಮೇಜು ಸೇರಿದಂತೆ ಭಾರೀ ಗಾತ್ರದ ತ್ಯಾಜ್ಯವನ್ನು ಮನೆ ಬಾಗಿಲಲ್ಲೇ ಸಂಗ್ರಹಿಸುವ ವ್ಯವಸ್ಥೆಯನ್ನೂ ಆರಂಭಿಸಲಾಗಿದೆ. ಈ ಸಂದರ್ಭದಲ್ಲಿ ವಿಧಾನ ಪರಿಷತ್ ಸದಸ್ಯ ನಾಗರಾಜ್ ಯಾದವ್, ಮಾಜಿ ಸದಸ್ಯ ಚಂದ್ರಪ್ಪ, ಆರ್‌ವಿ ಸಂಸ್ಥೆಯ ಪ್ರತಿನಿಧಿಗಳು ಹಾಗೂ ಜಿಬಿಎ ಅಧಿಕಾರಿಗಳು ಉಪಸ್ಥಿತರಿದ್ದರು.: [1219, 1298, 1483, 1406]
- drone-photo: [36, 1079, 386, 1206]
- page-number-box: [36, 40, 198, 121]
- paragraph: ದುರಂತದ ಹಿನ್ನೆಲೆಯಲ್ಲಿ ಸತ್ಯ ನಿಕೇತನದ ಮನೆ ಸಂಖ್ಯೆ 13 ಸೇರಿದಂತೆ ಸುತ್ತಮುತ್ತಲಿನ ಅಪಾಯಕಾರಿ ಕಟ್ಟಡಗಳನ್ನು ಗುರುತಿಸಿ, ದೆಹಲಿ ಮುನ್ಸಿಪಲ್: [937, 778, 1191, 829]
- promo-phone: ಮೊ: 7353595904: [128, 2321, 294, 2342]
- waste-col-4: [1219, 1295, 1483, 1453]
- masthead-logo: [620, 36, 1087, 127]
- paragraph: ಸೋಮವಾರ ಅರಮನೆಯ ಬಳಿ ಎಲ್ಲ ಆನೆಗಳಿಗೂ ಅರ್ಚಕ ಪ್ರಹ್ಲಾದ್ ರಾವ್ ನೇತೃತ್ವದಲ್ಲಿ ಸಾಂಪ್ರದಾಯಿಕವಾಗಿ ಪೂಜೆ ಸಲ್ಲಿಸಲಾಯಿತು. ಈ ವೇಳೆ ಗಾದಿ, ನಮ್ದಾ ಹಾಗೂ ಮರಳಿನ ಮೂಟೆಗಳನ್ನು ಇರಿಸುವ ಕಟ್ಟಿಗಳ ತೊಟ್ಟಿಲನ್ನು ಜೋಡಿಸಿ ಆನೆಗಳ ಬೆನ್ನಿನ ಮೇಲೆ ಇರಿಸಲಾಯಿತು. ಬಳಿಕ ಮಹೇಂದ್ರ ಆನೆಗೆ ಗಾದಿ ಹಾಗೂ ನಮ್ದಾ ಬಿಗಿದು, ಅದರ ಮೇಲೆ ತೊಟ್ಟಿಲನ್ನು ಅಳವಡಿಸಲಾಯಿತು. ತೊಟ್ಟಿಲಿನಲ್ಲಿ ತಲಾ 50 ಕೆಜಿ ತೂಕದ 9 ಮರಳಿನ ಮೂಟೆಗಳನ್ನು ಇರಿಸುವ ಮೂಲಕ ಒಟ್ಟು 450 ಕೆಜಿ ಭಾರ ಹೊರುವ ತಾಲೀಮಿಗೆ ಚಾಲನೆ ನೀಡಲಾಯಿತು. ಮಹೇಂದ್ರ ಆನೆಯೊಂದಿಗೆ ಲಕ್ಷ್ಮೀ ಹಾಗೂ ಕಾವೇರಿ ಆನೆಗಳು ಸಾಥ್ ನೀಡಿದವು. ಅರಮನೆಯಿಂದ ಬನ್ನಿಮಂಟಪದ ಕಡೆಗೆ ತೆರಳಿದ ಆನೆಗಳು ಅರ್ಜುನ ಸಮೇತ ಸುಮಾರು 5 ಕಿ.ಮೀ.ನಷ್ಟು ನಡಿಗೆ ನಡೆಸಿದವು. ದಸರಾ ಡಿಸಿಎಫ್ ಡಾ. ಐ.ಬಿ. ಪ್ರಭುಗೌಡ, ಅರ್ಜುನ ಸ್ಮಾರಕ ಆವರಣದಲ್ಲಿ ಆನೆಗಳಿಗೆ ಆಹಾರ ನೀಡಿ, ತೊಡಗಿಸಿದರು. ಬಳಿಕ ಆನೆಗಳು ಹಳೆಯ ಮಾರ್ಗದಲ್ಲಿ ಅರಮನೆಗೆ ಹಿಂತಿರುಗಿದವು.: [36, 464, 386, 638]
- bmic-col-1: [401, 1651, 660, 2372]
- english-name-box: [1110, 40, 1483, 121]
- side-story3-body: [36, 1907, 386, 2237]
- lead-col-1: [401, 338, 660, 851]
- drone-icon: [36, 1080, 386, 1206]
